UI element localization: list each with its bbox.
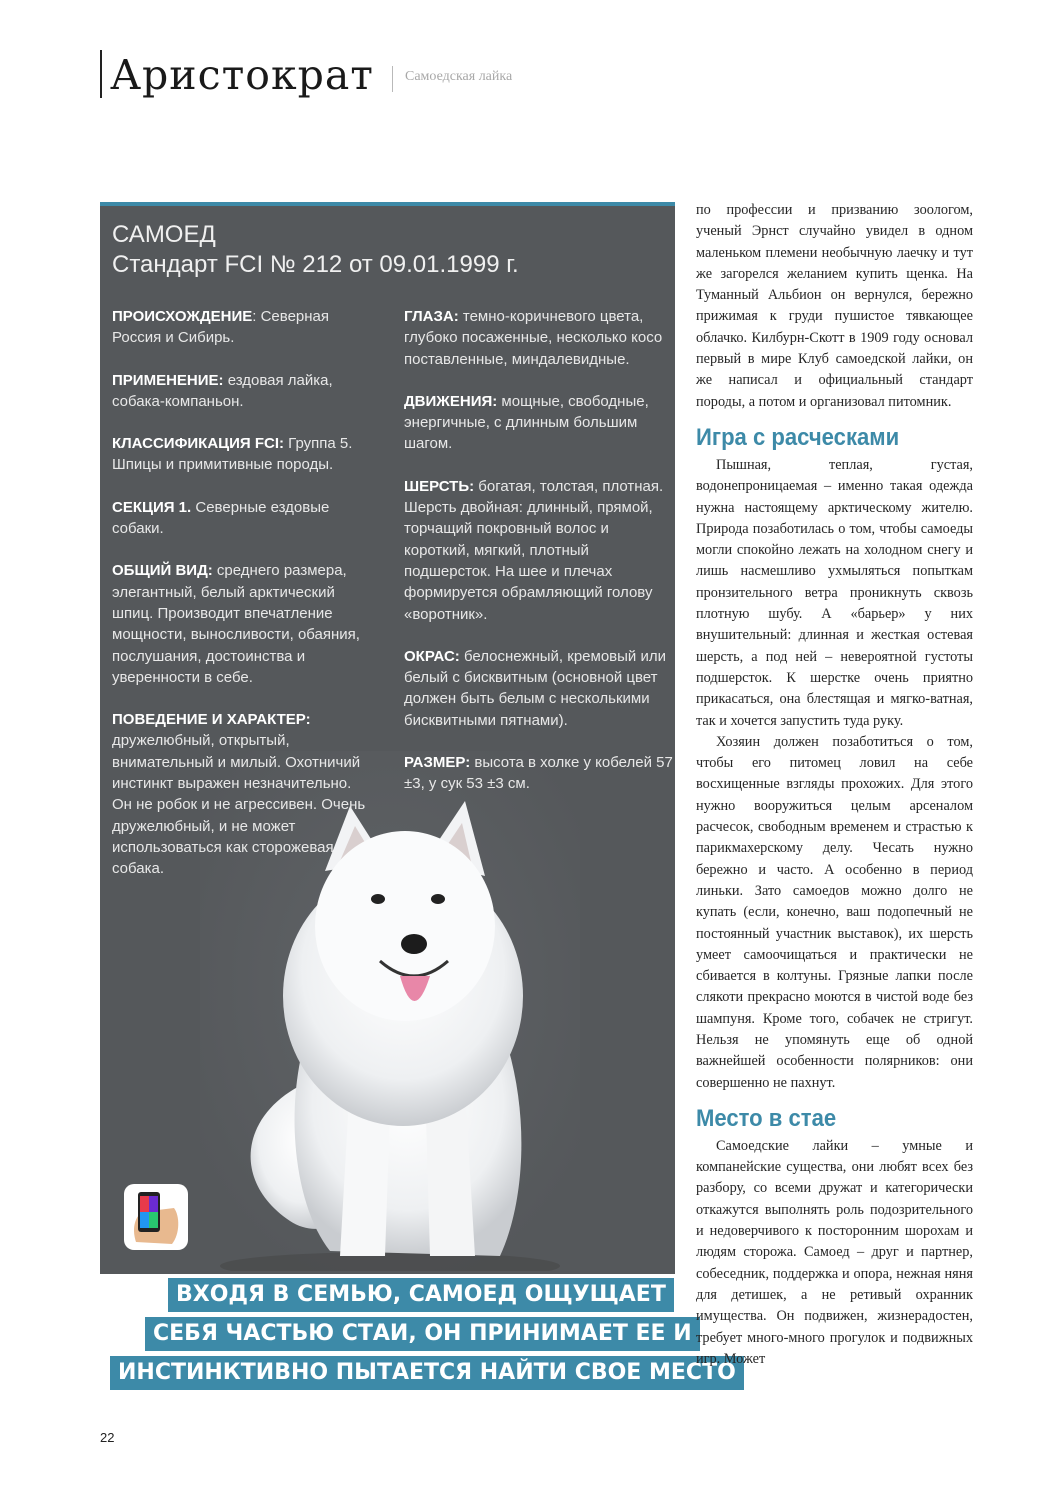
header-separator [392, 66, 393, 92]
panel-title [112, 220, 519, 280]
standard-column-right [404, 306, 674, 816]
banner-line-1: ВХОДЯ В СЕМЬЮ, САМОЕД ОЩУЩАЕТ [168, 1278, 674, 1312]
standard-entry-color: ОКРАС: белоснежный, кремовый или белый с бисквитным (основной цвет должен быть белым с несколькими бисквитными пятнами). [404, 647, 666, 729]
article-body [696, 200, 973, 1370]
panel-title-standard: Стандарт FCI № 212 от 09.01.1999 г. [112, 251, 519, 278]
article-paragraph: Самоедские лайки – умные и компанейские существа, они любят всех без разбору, со всеми дружат и категорически откажутся выполнять роль подозрительного и недоверчивого к посторонним шорохам и людям сторожа. Самоед – друг и партнер, собеседник, поддержка и опора, нежная няня для детишек, а не ретивый охранник имущества. Он подвижен, жизнерадостен, требует много-много прогулок и подвижных игр. Может [696, 1137, 973, 1367]
standard-entry-temperament: ПОВЕДЕНИЕ И ХАРАКТЕР: дружелюбный, открытый, внимательный и милый. Охотничий инстинкт выражен незначительно. Он не робок и не агрессивен. Очень дружелюбный, и не может использоваться как сторожевая собака. [112, 711, 366, 878]
article-paragraph: Пышная, теплая, густая, водонепроницаемая – именно такая одежда нужна настоящему арктическому жителю. Природа позаботилась о том, чтобы самоеды могли спокойно лежать на холодном снегу и лишь насмешливо ухмыляться попыткам пронзительного ветра проникнуть сквозь плотную шубу. А «барьер» у них внушительный: длинная и жесткая остевая шерсть, а под ней – невероятной густоты подшерсток. К шерстке очень приятно прикасаться, она блестящая и мягко-ватная, так и хочется запустить туда руку. [696, 456, 973, 729]
standard-entry-classification: КЛАССИФИКАЦИЯ FCI: Группа 5. Шпицы и примитивные породы. [112, 435, 353, 474]
panel-title-breed: САМОЕД [112, 221, 216, 248]
breed-standard-panel [100, 202, 675, 1274]
page-title: Аристократ [110, 51, 374, 99]
banner-line-3: ИНСТИНКТИВНО ПЫТАЕТСЯ НАЙТИ СВОЕ МЕСТО [110, 1356, 744, 1390]
header-rule [100, 50, 102, 98]
banner-line-2: СЕБЯ ЧАСТЬЮ СТАИ, ОН ПРИНИМАЕТ ЕЕ И [145, 1317, 700, 1351]
standard-entry-eyes: ГЛАЗА: темно-коричневого цвета, глубоко посаженные, несколько косо поставленные, миндалевидные. [404, 308, 663, 368]
standard-entry-section: СЕКЦИЯ 1. Северные ездовые собаки. [112, 498, 330, 538]
page-subtitle: Самоедская лайка [405, 69, 513, 84]
standard-column-left [112, 306, 374, 901]
article-paragraph: Хозяин должен позаботиться о том, чтобы его питомец ловил на себе восхищенные взгляды прохожих. Для этого нужно вооружиться целым арсеналом расчесок, свободным временем и страстью к парикмахерскому делу. Чесать нужно бережно и часто. А особенно в период линьки. Зато самоедов можно долго не купать (если, конечно, ваш подопечный не постоянный участник выставок), их шерсть умеет самоочищаться и практически не сбивается в колтуны. Грязные лапки после слякоти прекрасно моются в чистой воде без шампуня. Кроме того, собачек не стригут. Нельзя не упомянуть еще об одной важнейшей особенности полярников: они совершенно не пахнут. [696, 733, 973, 1091]
standard-entry-appearance: ОБЩИЙ ВИД: среднего размера, элегантный, белый арктический шпиц. Производит впечатление мощности, выносливости, обаяния, послушания, достоинства и уверенности в себе. [112, 562, 360, 686]
page-number: 22 [100, 1430, 115, 1445]
standard-entry-size: РАЗМЕР: высота в холке у кобелей 57 ±3, у сук 53 ±3 см. [404, 754, 673, 793]
article-intro: по профессии и призванию зоологом, ученый Эрнст случайно увидел в одном маленьком племени необычную лаечку и тут же загорелся желанием купить щенка. На Туманный Альбион он вернулся, бережно прижимая к груди пушистое тявкающее облачко. Килбурн-Скотт в 1909 году основал первый в мире Клуб самоедской лайки, он же написал и официальный стандарт породы, а потом и организовал питомник. [696, 202, 973, 410]
standard-entry-usage: ПРИМЕНЕНИЕ: ездовая лайка, собака-компаньон. [112, 371, 333, 410]
smartphone-icon[interactable] [122, 1182, 190, 1252]
section-heading-grooming: Игра с расческами [696, 423, 900, 451]
section-heading-pack: Место в стае [696, 1104, 837, 1132]
standard-entry-movement: ДВИЖЕНИЯ: мощные, свободные, энергичные, с длинным большим шагом. [404, 392, 649, 453]
standard-entry-origin: ПРОИСХОЖДЕНИЕ: Северная Россия и Сибирь. [112, 308, 330, 347]
standard-entry-coat: ШЕРСТЬ: богатая, толстая, плотная. Шерсть двойная: длинный, прямой, торчащий покровный волос и короткий, мягкий, плотный подшерсток. На шее и плечах формируется обрамляющий голову «воротник». [404, 477, 664, 623]
